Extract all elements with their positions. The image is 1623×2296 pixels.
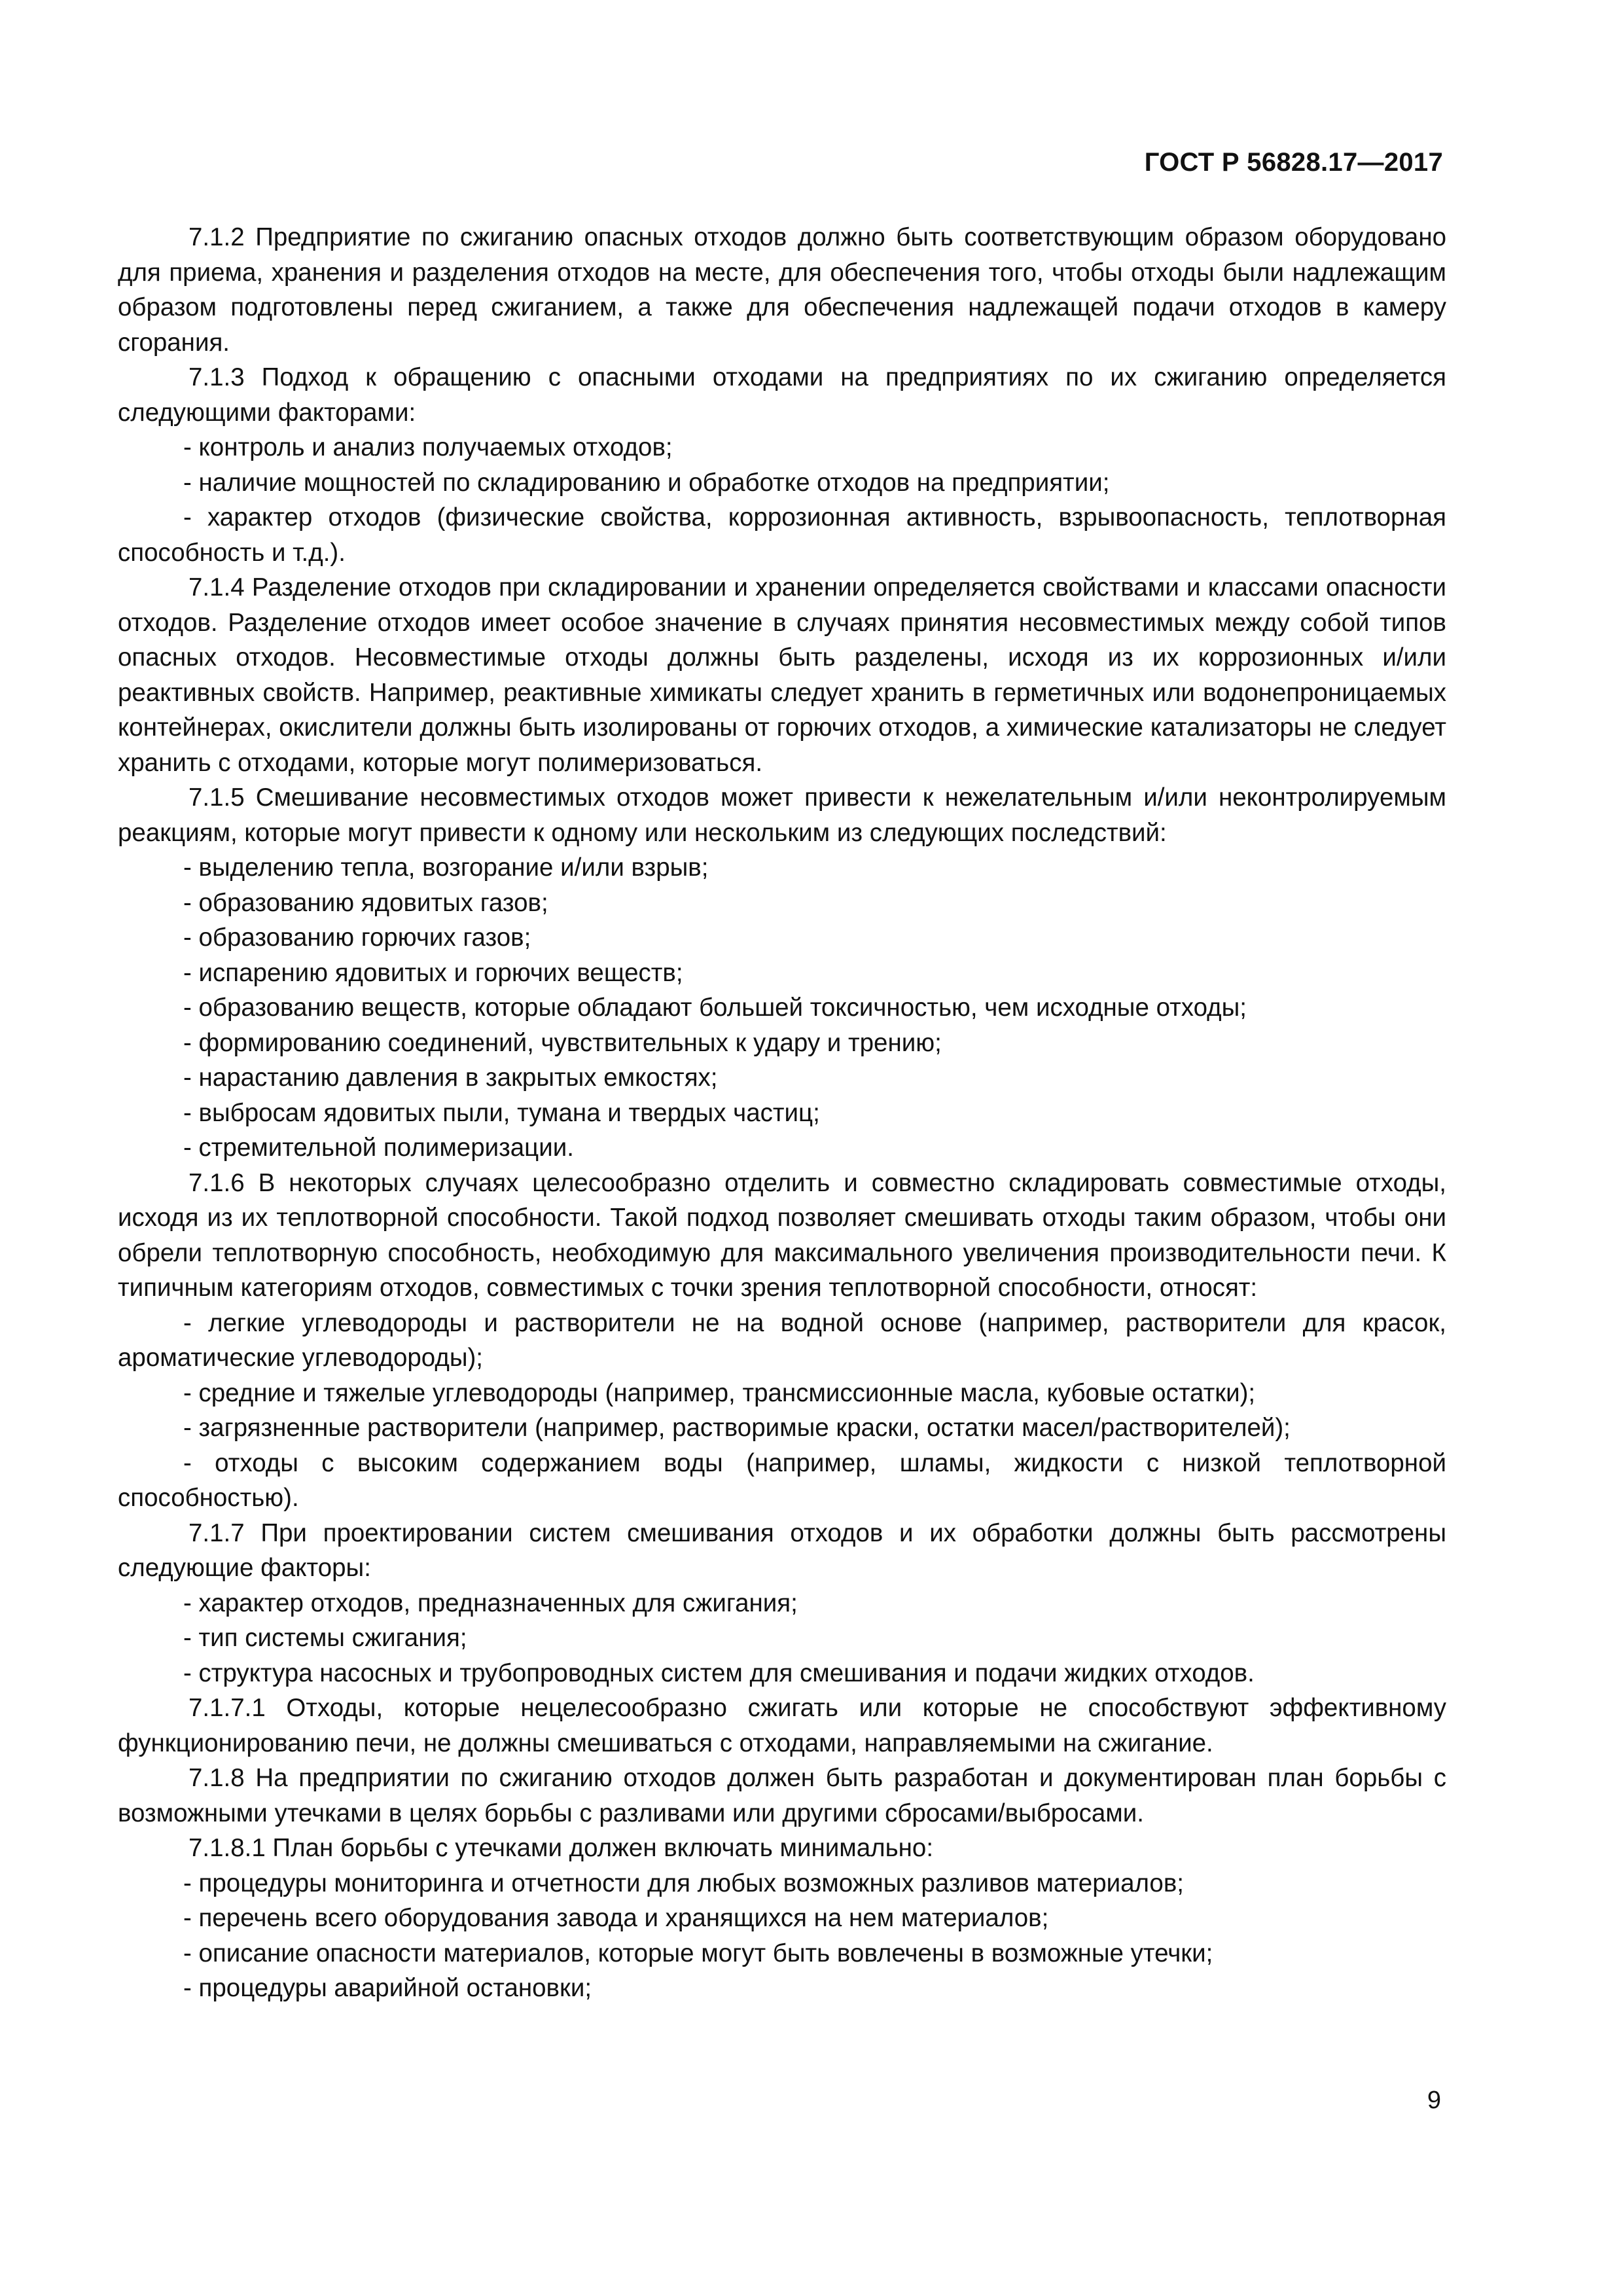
list-item: - характер отходов (физические свойства, коррозионная активность, взрывоопасность, теплотворная способность и т.д.).	[118, 503, 1446, 567]
list-item: - перечень всего оборудования завода и хранящихся на нем материалов;	[183, 1904, 1049, 1932]
page-number: 9	[1427, 2087, 1441, 2114]
list-item: - наличие мощностей по складированию и обработке отходов на предприятии;	[183, 468, 1110, 497]
list-item: - легкие углеводороды и растворители не на водной основе (например, растворители для красок, ароматические углеводороды);	[118, 1308, 1446, 1372]
list-item: - образованию ядовитых газов;	[183, 888, 548, 917]
list-item: - процедуры аварийной остановки;	[183, 1974, 592, 2002]
list-item: - контроль и анализ получаемых отходов;	[183, 433, 673, 461]
list-item: - отходы с высоким содержанием воды (например, шламы, жидкости с низкой теплотворной способностью).	[118, 1448, 1446, 1512]
list-item: - описание опасности материалов, которые могут быть вовлечены в возможные утечки;	[183, 1939, 1213, 1967]
list-item: - выделению тепла, возгорание и/или взрыв;	[183, 853, 709, 882]
list-item: - загрязненные растворители (например, растворимые краски, остатки масел/растворителей);	[183, 1414, 1291, 1442]
paragraph-7-1-7-1: 7.1.7.1 Отходы, которые нецелесообразно сжигать или которые не способствуют эффективному функционированию печи, не должны смешиваться с отходами, направляемыми на сжигание.	[118, 1694, 1446, 1757]
paragraph-7-1-6: 7.1.6 В некоторых случаях целесообразно отделить и совместно складировать совместимые отходы, исходя из их теплотворной способности. Такой подход позволяет смешивать отходы таким образом, чтобы они обрели теплотворную способность, необходимую для максимального увеличения производительности печи. К типичным категориям отходов, совместимых с точки зрения теплотворной способности, относят:	[118, 1168, 1446, 1302]
paragraph-7-1-8: 7.1.8 На предприятии по сжиганию отходов должен быть разработан и документирован план борьбы с возможными утечками в целях борьбы с разливами или другими сбросами/выбросами.	[118, 1764, 1446, 1827]
paragraph-7-1-8-1: 7.1.8.1 План борьбы с утечками должен включать минимально:	[188, 1834, 934, 1862]
paragraph-7-1-4: 7.1.4 Разделение отходов при складировании и хранении определяется свойствами и классами опасности отходов. Разделение отходов имеет особое значение в случаях принятия несовместимых между собой типов опасных отходов. Несовместимые отходы должны быть разделены, исходя из их коррозионных и/или реактивных свойств. Например, реактивные химикаты следует хранить в герметичных или водонепроницаемых контейнерах, окислители должны быть изолированы от горючих отходов, а химические катализаторы не следует хранить с отходами, которые могут полимеризоваться.	[118, 573, 1446, 777]
list-item: - процедуры мониторинга и отчетности для любых возможных разливов материалов;	[183, 1869, 1184, 1897]
paragraph-7-1-2: 7.1.2 Предприятие по сжиганию опасных отходов должно быть соответствующим образом оборудовано для приема, хранения и разделения отходов на месте, для обеспечения того, чтобы отходы были надлежащим образом подготовлены перед сжиганием, а также для обеспечения надлежащей подачи отходов в камеру сгорания.	[118, 223, 1446, 357]
paragraph-7-1-7: 7.1.7 При проектировании систем смешивания отходов и их обработки должны быть рассмотрены следующие факторы:	[118, 1518, 1446, 1582]
list-item: - нарастанию давления в закрытых емкостях;	[183, 1064, 718, 1092]
list-item: - формированию соединений, чувствительных к удару и трению;	[183, 1028, 942, 1057]
list-item: - образованию горючих газов;	[183, 924, 531, 952]
list-item: - выбросам ядовитых пыли, тумана и твердых частиц;	[183, 1098, 820, 1127]
list-item: - структура насосных и трубопроводных систем для смешивания и подачи жидких отходов.	[183, 1659, 1255, 1687]
paragraph-7-1-5: 7.1.5 Смешивание несовместимых отходов может привести к нежелательным и/или неконтролируемым реакциям, которые могут привести к одному или нескольким из следующих последствий:	[118, 783, 1446, 847]
list-item: - испарению ядовитых и горючих веществ;	[183, 958, 683, 987]
list-item: - средние и тяжелые углеводороды (например, трансмиссионные масла, кубовые остатки);	[183, 1378, 1256, 1407]
document-code-header: ГОСТ Р 56828.17—2017	[1144, 148, 1443, 177]
list-item: - образованию веществ, которые обладают большей токсичностью, чем исходные отходы;	[183, 994, 1247, 1022]
document-body	[118, 220, 1446, 2006]
paragraph-7-1-3: 7.1.3 Подход к обращению с опасными отходами на предприятиях по их сжиганию определяется следующими факторами:	[118, 363, 1446, 427]
list-item: - стремительной полимеризации.	[183, 1134, 574, 1162]
list-item: - характер отходов, предназначенных для сжигания;	[183, 1588, 798, 1617]
list-item: - тип системы сжигания;	[183, 1624, 467, 1652]
